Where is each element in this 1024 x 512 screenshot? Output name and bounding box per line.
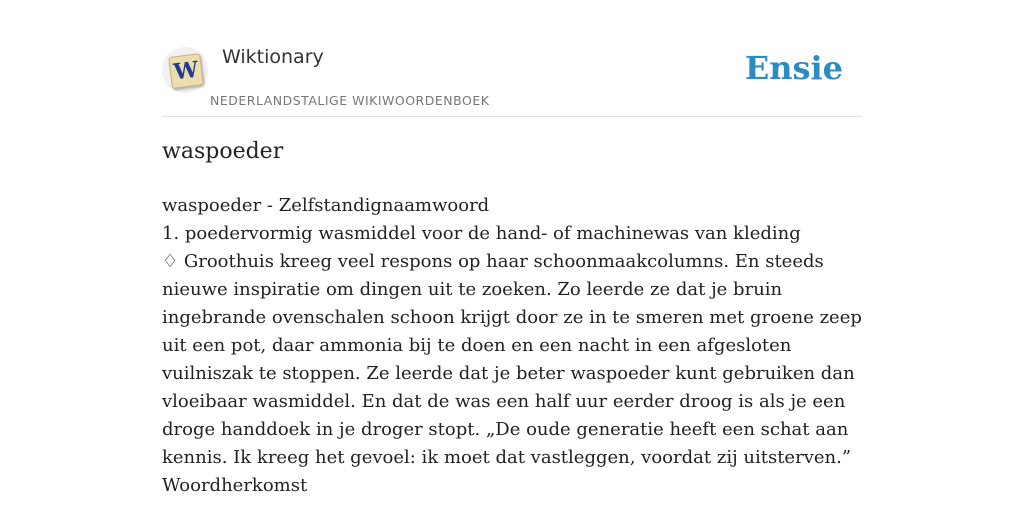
ensie-brand-link[interactable]: Ensie (744, 49, 843, 87)
part-of-speech-line: waspoeder - Zelfstandignaamwoord (162, 195, 490, 216)
site-tagline: NEDERLANDSTALIGE WIKIWOORDENBOEK (210, 93, 490, 108)
definition: 1. poedervormig wasmiddel voor de hand- of machinewas van kleding (162, 223, 801, 244)
wiktionary-logo[interactable] (162, 47, 208, 93)
section-heading-etymology: Woordherkomst (162, 475, 308, 496)
wiktionary-tile-icon: W (168, 53, 204, 89)
page-title: waspoeder (162, 139, 284, 164)
example-quote: ♢ Groothuis kreeg veel respons op haar schoonmaakcolumns. En steeds nieuwe inspiratie om dingen uit te zoeken. Zo leerde ze dat je bruin ingebrande ovenschalen schoon krijgt door ze in te smeren met groene zeep uit een pot, daar ammonia bij te doen en een nacht in een afgesloten vuilniszak te stoppen. Ze leerde dat je beter waspoeder kunt gebruiken dan vloeibaar wasmiddel. En dat de was een half uur eerder droog is als je een droge handdoek in je droger stopt. „De oude generatie heeft een schat aan kennis. Ik kreeg het gevoel: ik moet dat vastleggen, voordat zij uitsterven.” (162, 251, 862, 468)
entry-content (162, 192, 867, 500)
site-header (162, 40, 862, 117)
site-title[interactable]: Wiktionary (222, 46, 324, 68)
